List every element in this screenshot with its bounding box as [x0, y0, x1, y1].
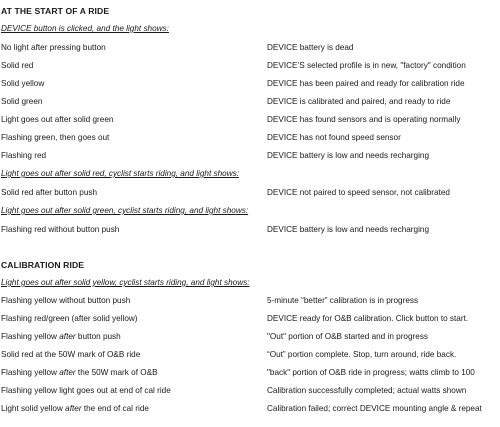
- subheading-after-solid-green: Light goes out after solid green, cyclist starts riding, and light shows:: [1, 206, 249, 215]
- light-meaning: Calibration successfully completed; actual watts shown: [267, 386, 467, 395]
- table-row: [0, 97, 500, 109]
- light-meaning: DEVICE has been paired and ready for calibration ride: [267, 79, 465, 88]
- light-state: Flashing green, then goes out: [1, 133, 110, 142]
- subheading-after-solid-yellow: Light goes out after solid yellow, cyclist starts riding, and light shows:: [1, 278, 250, 287]
- subheading-button-clicked: DEVICE button is clicked, and the light shows:: [1, 24, 169, 33]
- light-meaning: 5-minute “better” calibration is in progress: [267, 296, 419, 305]
- light-state: Light goes out after solid green: [1, 115, 114, 124]
- light-state: No light after pressing button: [1, 43, 106, 52]
- table-row: [0, 225, 500, 237]
- light-meaning: DEVICE has found sensors and is operating normally: [267, 115, 461, 124]
- light-state: Solid red at the 50W mark of O&B ride: [1, 350, 141, 359]
- table-row: [0, 368, 500, 380]
- light-state: Solid red: [1, 61, 34, 70]
- light-state: Flashing red without button push: [1, 225, 120, 234]
- table-row: [0, 296, 500, 308]
- light-state: Flashing red: [1, 151, 47, 160]
- subheading-after-solid-red: Light goes out after solid red, cyclist starts riding, and light shows:: [1, 169, 240, 178]
- table-row: [0, 61, 500, 73]
- light-meaning: Calibration failed; correct DEVICE mounting angle & repeat: [267, 404, 482, 413]
- section-title-calibration-ride: CALIBRATION RIDE: [1, 260, 85, 270]
- light-meaning: DEVICE’S selected profile is in new, "factory" condition: [267, 61, 466, 70]
- table-row: [0, 115, 500, 127]
- light-meaning: "back" portion of O&B ride in progress; watts climb to 100: [267, 368, 475, 377]
- light-meaning: DEVICE has not found speed sensor: [267, 133, 401, 142]
- light-meaning: "Out" portion of O&B started and in progress: [267, 332, 429, 341]
- light-meaning: “Out” portion complete. Stop, turn around, ride back.: [267, 350, 457, 359]
- table-row: [0, 386, 500, 398]
- light-meaning: DEVICE battery is low and needs recharging: [267, 225, 430, 234]
- table-row: [0, 350, 500, 362]
- light-state: Flashing yellow light goes out at end of cal ride: [1, 386, 171, 395]
- light-state: Flashing yellow after button push: [1, 332, 121, 341]
- table-row: [0, 151, 500, 163]
- light-state: Solid yellow: [1, 79, 45, 88]
- light-meaning: DEVICE battery is dead: [267, 43, 354, 52]
- table-row: [0, 79, 500, 91]
- table-row: [0, 133, 500, 145]
- light-meaning: DEVICE ready for O&B calibration. Click button to start.: [267, 314, 469, 323]
- table-row: [0, 188, 500, 200]
- light-state: Flashing yellow without button push: [1, 296, 131, 305]
- light-meaning: DEVICE is calibrated and paired, and ready to ride: [267, 97, 451, 106]
- section-title-start-of-ride: AT THE START OF A RIDE: [1, 6, 110, 16]
- light-state: Solid green: [1, 97, 43, 106]
- light-meaning: DEVICE battery is low and needs recharging: [267, 151, 430, 160]
- light-state: Solid red after button push: [1, 188, 98, 197]
- light-state: Flashing yellow after the 50W mark of O&B: [1, 368, 158, 377]
- light-state: Light solid yellow after the end of cal ride: [1, 404, 149, 413]
- table-row: [0, 332, 500, 344]
- table-row: [0, 314, 500, 326]
- light-state: Flashing red/green (after solid yellow): [1, 314, 138, 323]
- light-meaning: DEVICE not paired to speed sensor, not calibrated: [267, 188, 450, 197]
- table-row: [0, 43, 500, 55]
- table-row: [0, 404, 500, 416]
